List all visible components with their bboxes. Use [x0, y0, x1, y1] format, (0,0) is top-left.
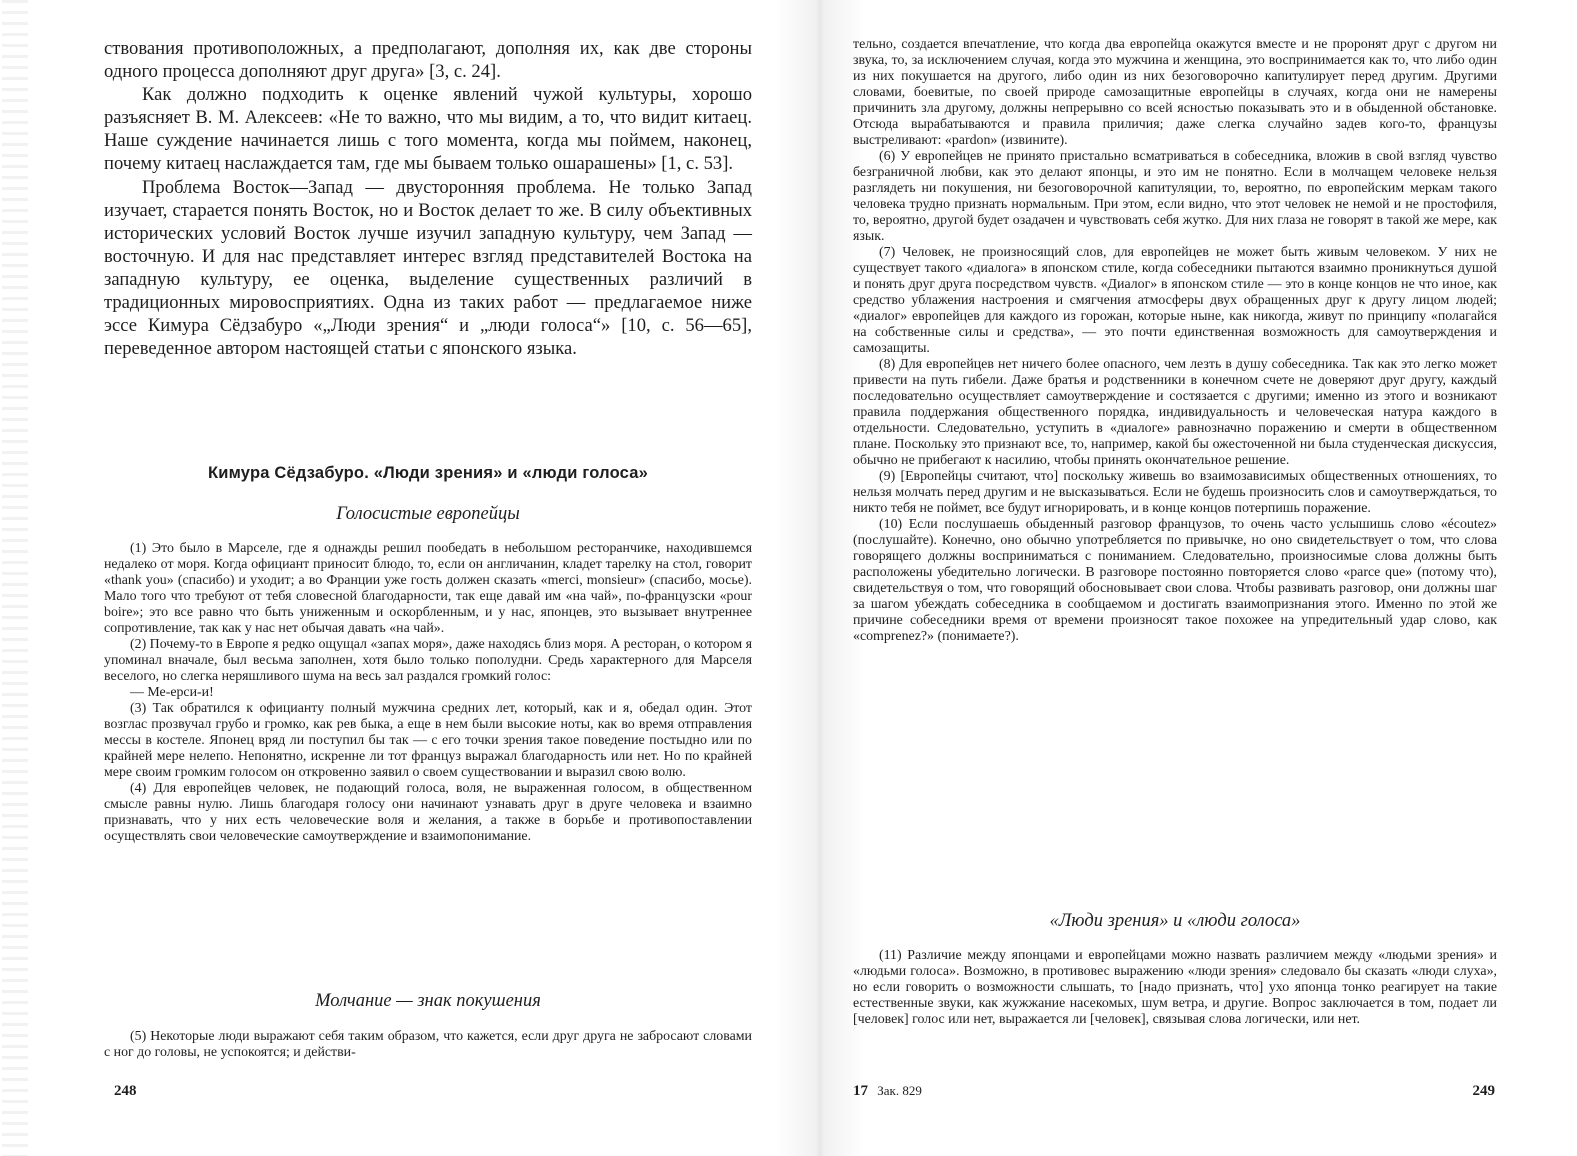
intro-paragraph: Как должно подходить к оценке явлений чужой культуры, хорошо разъясняет В. М. Алексеев: «Не то важно, что мы видим, а то, что видит китаец. Наше суждение начинается лишь с того момента, когда мы поймем, наконец, почему китаец наслаждается там, где мы бываем только ошарашены» [1, с. 53]. — [104, 84, 752, 175]
signature-text: Зак. 829 — [877, 1083, 922, 1098]
printer-signature — [853, 1083, 922, 1100]
intro-paragraph: Проблема Восток—Запад — двусторонняя проблема. Не только Запад изучает, старается понять Восток, но и Восток делает то же. В силу объективных исторических условий Восток лучше изучил западную культуру, чем Запад — восточную. И для нас представляет интерес взгляд представителей Востока на западную культуру, ее оценка, выделение существенных различий в традиционных мировосприятиях. Одна из таких работ — предлагаемое ниже эссе Кимура Сёдзабуро «„Люди зрения“ и „люди голоса“» [10, с. 56—65], переведенное автором настоящей статьи с японского языка. — [104, 176, 752, 360]
subtitle-loud-europeans: Голосистые европейцы — [336, 504, 520, 524]
book-spine-shadow — [775, 0, 865, 1156]
section-1-text — [104, 541, 752, 845]
scan-edge-shadow — [2, 0, 28, 1156]
essay-title: Кимура Сёдзабуро. «Люди зрения» и «люди голоса» — [207, 464, 648, 482]
numbered-paragraph: (9) [Европейцы считают, что] поскольку живешь во взаимозависимых общественных отношениях, то нельзя молчать перед другим и не высказываться. Если не будешь произносить слов и самоутверждаться, то никто тебя не поймет, все будут игнорировать, и в конце концов потерпишь поражение. — [853, 469, 1497, 516]
subtitle-silence: Молчание — знак покушения — [315, 991, 541, 1011]
intro-text — [104, 37, 752, 360]
numbered-paragraph: (6) У европейцев не принято пристально всматриваться в собеседника, вложив в свой взгляд чувство безграничной любви, как это делают японцы, и это им не понятно. Если в молчащем человеке нельзя разглядеть ни покушения, ни безоговорочной капитуляции, то, вероятно, по европейским меркам такого человека трудно признать нормальным. При этом, если видно, что этот человек не немой и не простофиля, то, вероятно, другой будет озадачен и чувствовать себя жутко. Для них глаза не говорят в такой же мере, как язык. — [853, 149, 1497, 244]
section-3-text — [853, 948, 1497, 1028]
numbered-paragraph: (7) Человек, не произносящий слов, для европейцев не может быть живым человеком. У них не существует такого «диалога» в японском стиле, когда собеседники пытаются взаимно проникнуться душой и понять друг друга посредством чувств. «Диалог» в японском стиле — это в конце концов не что иное, как средство ублажения настроения и смягчения атмосферы двух обращенных друг к другу лицом людей; «диалог» европейцев для каждого из горожан, которые ныне, как никогда, живут по принципу «полагайся на собственные силы и средства», — это почти единственная возможность для самоутверждения и самозащиты. — [853, 245, 1497, 356]
numbered-paragraph: (5) Некоторые люди выражают себя таким образом, что кажется, если друг друга не забросают словами с ног до головы, не успокоятся; и действи- — [104, 1029, 752, 1060]
numbered-paragraph: (8) Для европейцев нет ничего более опасного, чем лезть в душу собеседника. Так как это легко может привести на путь гибели. Даже братья и родственники в конечном счете не доверяют друг другу, каждый последовательно осуществляет самоутверждение и состязается с другими; именно из этого и возникают правила поддержания общественного порядка, индивидуальность и человеческая натура каждого в отдельности. Следовательно, уступить в «диалоге» равнозначно поражению и смерти в общественном плане. Поскольку это признают все, то, например, какой бы ожесточенной ни была студенческая дискуссия, обычно не прибегают к насилию, чтобы принять окончательное решение. — [853, 357, 1497, 468]
section-2-continuation — [853, 37, 1497, 645]
numbered-paragraph: (3) Так обратился к официанту полный мужчина средних лет, который, как и я, обедал один. Этот возглас прозвучал грубо и громко, как рев быка, а еще в нем были высокие ноты, как во время отправления мессы в костеле. Японец вряд ли поступил бы так — с его точки зрения такое поведение постыдно или по крайней мере нелепо. Непонятно, искренне ли тот француз выражал благодарность или нет. Но по крайней мере своим громким голосом он откровенно заявил о своем существовании и выразил свою волю. — [104, 701, 752, 780]
numbered-paragraph: (10) Если послушаешь обыденный разговор французов, то очень часто услышишь слово «écoutez» (послушайте). Конечно, оно обычно употребляется по привычке, но оно свидетельствует о том, что слова говорящего должны восприниматься с пониманием. Следовательно, произносимые слова должны быть расположены убедительно логически. В разговоре постоянно повторяется слово «parce que» (потому что), свидетельствуя о том, что говорящий обосновывает свои слова. Чтобы развивать разговор, они должны шаг за шагом убеждать собеседника в сообщаемом и достигать взаимопризнания этого. Именно по этой же причине собеседники время от времени произносят такое похожее на упредительный удар слово, как «comprenez?» (понимаете?). — [853, 517, 1497, 644]
signature-number: 17 — [853, 1083, 868, 1099]
intro-paragraph: ствования противоположных, а предполагают, дополняя их, как две стороны одного процесса дополняют друг друга» [3, с. 24]. — [104, 38, 752, 83]
numbered-paragraph: (1) Это было в Марселе, где я однажды решил пообедать в небольшом ресторанчике, находившемся недалеко от моря. Когда официант приносит блюдо, то, если он англичанин, кладет тарелку на стол, говорит «thank you» (спасибо) и уходит; а во Франции уже гость должен сказать «merci, monsieur» (спасибо, мосье). Мало того что требуют от тебя словесной благодарности, так еще давай им «на чай», по-французски «pour boire»; это все равно что быть униженным и оскорбленным, и у нас, японцев, это вызывает внутреннее сопротивление, так как у нас нет обычая давать «на чай». — [104, 541, 752, 636]
numbered-paragraph: (4) Для европейцев человек, не подающий голоса, воля, не выраженная голосом, в общественном смысле равны нулю. Лишь благодаря голосу они начинают узнавать друг в друге человека и взаимно признавать, что у них есть человеческие воля и желания, а также в борьбе и противопоставлении осуществлять свои человеческие самоутверждение и взаимопонимание. — [104, 781, 752, 844]
numbered-paragraph: (11) Различие между японцами и европейцами можно назвать различием между «людьми зрения» и «людьми голоса». Возможно, в противовес выражению «люди зрения» следовало бы сказать «люди слуха», но если говорить о возможности слышать, то [надо признать, что] ухо японца тонко реагирует на такие естественные звуки, как жужжание насекомых, шум ветра, и другие. Вопрос заключается в том, подает ли [человек] голос или нет, выражается ли [человек], связывая слова логически, или нет. — [853, 948, 1497, 1027]
page-number-left: 248 — [114, 1083, 137, 1099]
subtitle-people-of-sight-and-voice: «Люди зрения» и «люди голоса» — [1049, 911, 1301, 931]
continued-paragraph: тельно, создается впечатление, что когда два европейца окажутся вместе и не проронят друг с другом ни звука, то, за исключением случая, когда это мужчина и женщина, это воспринимается как то, что либо один из них покушается на другого, либо один из них безоговорочно капитулирует перед другим. Другими словами, боевитые, по своей природе самозащитные европейцы в случаях, когда они не намерены причинить зла другому, должны непрерывно со всей ясностью показывать это и в обыденной обстановке. Отсюда вырабатываются и правила приличия; даже слегка случайно задев кого-то, французы выстреливают: «pardon» (извините). — [853, 37, 1497, 148]
section-2-text — [104, 1029, 752, 1061]
numbered-paragraph: (2) Почему-то в Европе я редко ощущал «запах моря», даже находясь близ моря. А ресторан, о котором я упоминал вначале, был весьма заполнен, хотя было только пополудни. Средь характерного для Марселя веселого, но слегка неряшливого шума на весь зал раздался громкий голос: — [104, 637, 752, 684]
dialogue-line: — Ме-ерси-и! — [130, 685, 214, 700]
page-number-right: 249 — [1472, 1083, 1495, 1099]
